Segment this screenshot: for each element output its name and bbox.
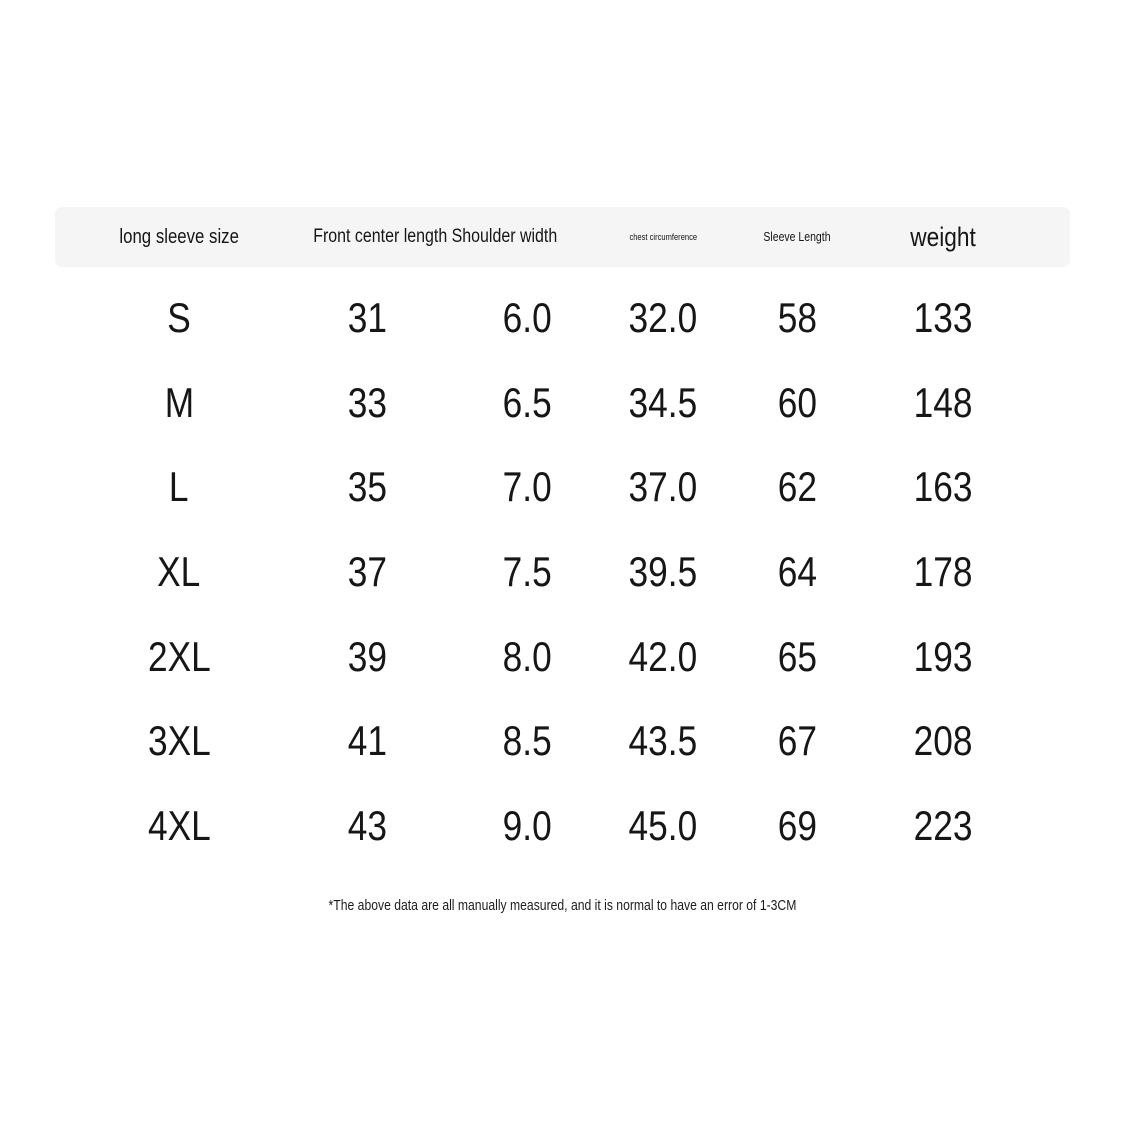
header-sleeve [703, 207, 891, 267]
table-row [55, 699, 1070, 784]
measurement-disclaimer-text: *The above data are all manually measured, and it is normal to have an error of 1-3CM [328, 898, 797, 915]
table-body [55, 267, 1070, 868]
cell-chest-circumference: 32.0 [628, 294, 698, 342]
cell-front-center-length: 39 [347, 632, 387, 680]
cell-weight: 193 [913, 632, 973, 680]
cell-sleeve-length: 67 [777, 717, 817, 765]
cell-shoulder-width: 9.0 [502, 801, 552, 849]
cell-shoulder-width: 7.5 [502, 548, 552, 596]
header-chest-label: chest circumference [629, 232, 697, 242]
table-header [55, 207, 1070, 267]
cell-chest-circumference: 39.5 [628, 548, 698, 596]
cell-shoulder-width: 8.0 [502, 632, 552, 680]
cell-sleeve-length: 58 [777, 294, 817, 342]
cell-weight: 163 [913, 463, 973, 511]
cell-shoulder-width: 7.0 [502, 463, 552, 511]
cell-front-center-length: 43 [347, 801, 387, 849]
header-weight [891, 207, 995, 267]
cell-size: XL [157, 548, 201, 596]
cell-sleeve-length: 64 [777, 548, 817, 596]
cell-size: 3XL [147, 717, 211, 765]
cell-chest-circumference: 43.5 [628, 717, 698, 765]
cell-shoulder-width: 6.0 [502, 294, 552, 342]
measurement-disclaimer [55, 898, 1070, 914]
header-size [55, 207, 303, 267]
cell-sleeve-length: 69 [777, 801, 817, 849]
header-length-shoulder-label: Front center length Shoulder width [313, 226, 557, 247]
cell-front-center-length: 35 [347, 463, 387, 511]
header-sleeve-label: Sleeve Length [763, 230, 831, 244]
cell-chest-circumference: 45.0 [628, 801, 698, 849]
cell-front-center-length: 37 [347, 548, 387, 596]
table-row [55, 445, 1070, 530]
cell-weight: 223 [913, 801, 973, 849]
cell-size: S [167, 294, 191, 342]
cell-weight: 133 [913, 294, 973, 342]
table-row [55, 784, 1070, 869]
table-row [55, 361, 1070, 446]
cell-weight: 208 [913, 717, 973, 765]
header-weight-label: weight [910, 221, 976, 252]
cell-shoulder-width: 8.5 [502, 717, 552, 765]
table-row [55, 276, 1070, 361]
cell-size: L [169, 463, 189, 511]
cell-weight: 178 [913, 548, 973, 596]
cell-front-center-length: 31 [347, 294, 387, 342]
cell-size: M [164, 378, 194, 426]
cell-size: 4XL [147, 801, 211, 849]
table-row [55, 530, 1070, 615]
cell-chest-circumference: 34.5 [628, 378, 698, 426]
cell-chest-circumference: 42.0 [628, 632, 698, 680]
header-size-label: long sleeve size [119, 225, 239, 248]
cell-shoulder-width: 6.5 [502, 378, 552, 426]
cell-chest-circumference: 37.0 [628, 463, 698, 511]
header-length-shoulder [303, 207, 623, 267]
cell-sleeve-length: 62 [777, 463, 817, 511]
cell-sleeve-length: 65 [777, 632, 817, 680]
header-chest [623, 207, 703, 267]
table-row [55, 614, 1070, 699]
cell-size: 2XL [147, 632, 211, 680]
cell-weight: 148 [913, 378, 973, 426]
size-table [55, 207, 1070, 914]
cell-front-center-length: 33 [347, 378, 387, 426]
cell-sleeve-length: 60 [777, 378, 817, 426]
cell-front-center-length: 41 [347, 717, 387, 765]
